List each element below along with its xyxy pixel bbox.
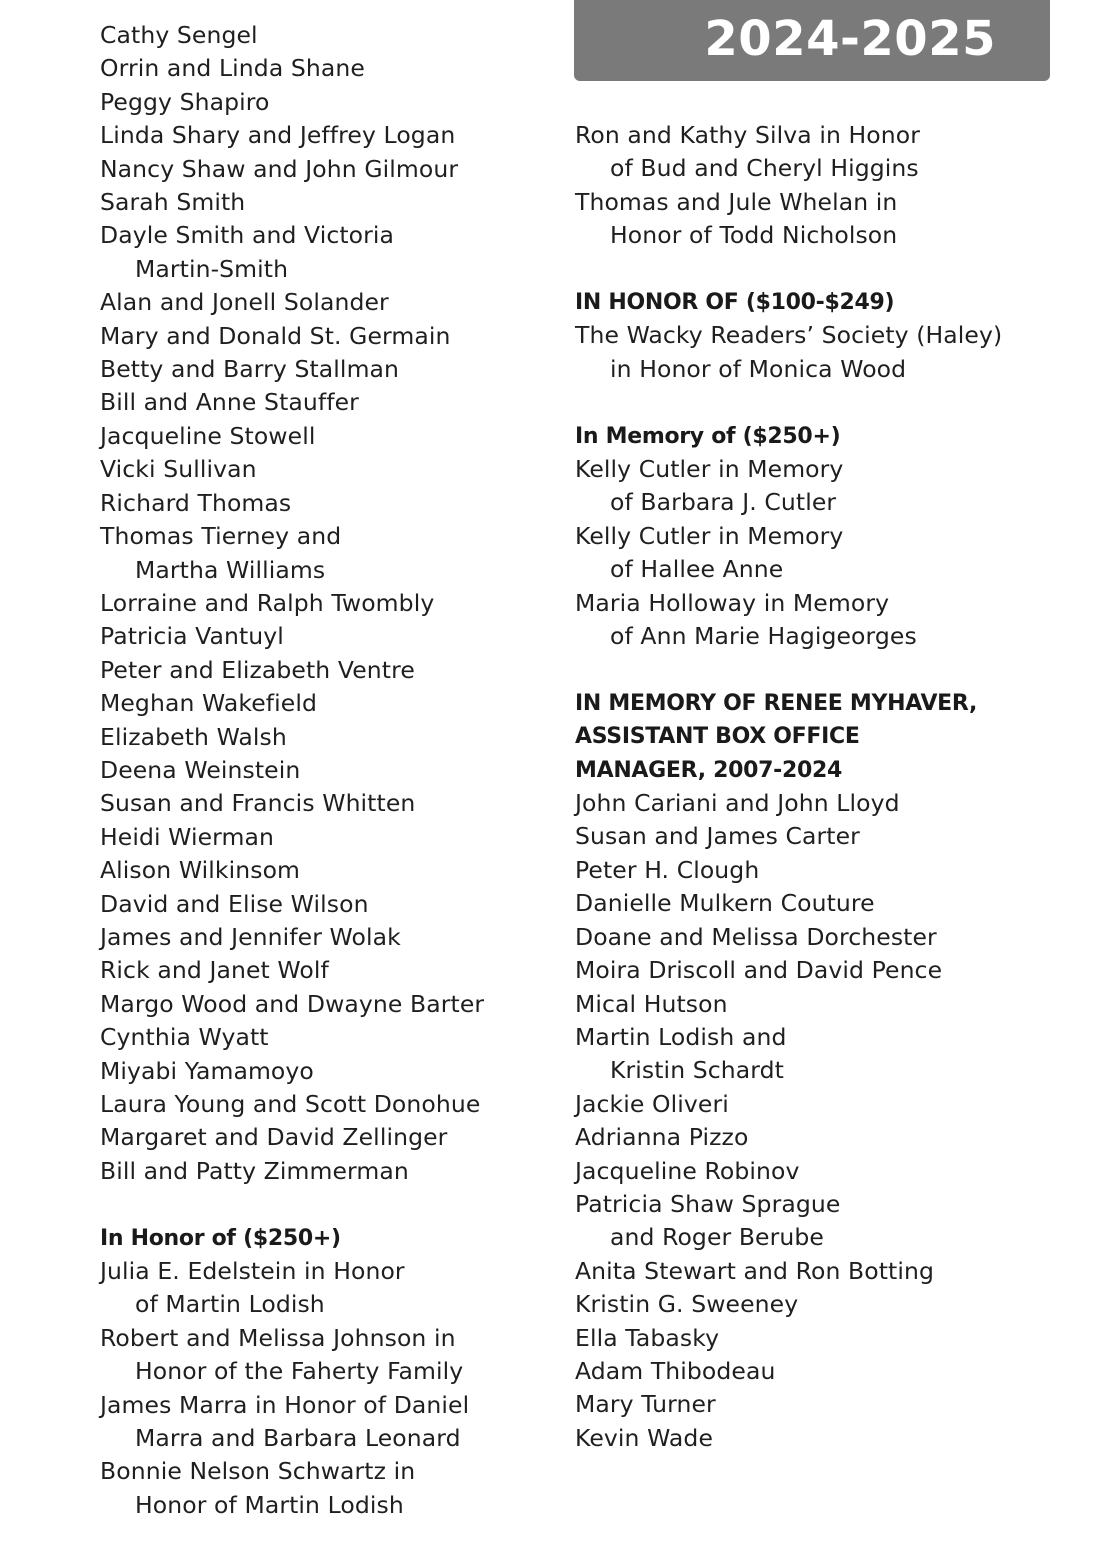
donor-name: Elizabeth Walsh	[100, 722, 287, 751]
donor-name: Betty and Barry Stallman	[100, 355, 400, 384]
donor-name: Bill and Patty Zimmerman	[100, 1156, 409, 1185]
donor-name: James Marra in Honor of Daniel	[100, 1390, 470, 1419]
donor-entry	[100, 721, 560, 754]
donor-entry	[100, 1389, 560, 1456]
donor-name: Dayle Smith and Victoria	[100, 221, 395, 250]
memory-250-list	[575, 453, 1075, 653]
donor-name: Maria Holloway in Memory	[575, 588, 890, 617]
donor-name-continued: of Hallee Anne	[610, 555, 784, 584]
donor-name: Cathy Sengel	[100, 21, 258, 49]
donor-entry	[100, 921, 560, 954]
donor-name: Peter H. Clough	[575, 855, 760, 884]
donor-entry	[100, 119, 560, 152]
donor-name: Moira Driscoll and David Pence	[575, 956, 943, 985]
donor-name: Richard Thomas	[100, 488, 292, 517]
donor-entry	[575, 820, 1075, 853]
donor-entry	[100, 620, 560, 653]
donor-entry	[100, 186, 560, 219]
donor-name: Jacqueline Robinov	[575, 1156, 800, 1185]
donor-entry	[575, 954, 1075, 987]
donor-name: John Cariani and John Lloyd	[575, 789, 900, 818]
donor-name: Martin Lodish and	[575, 1022, 787, 1051]
donor-name: Thomas and Jule Whelan in	[575, 187, 898, 216]
donor-entry	[100, 52, 560, 85]
donor-name-continued: of Bud and Cheryl Higgins	[610, 154, 919, 183]
donor-name: Mary and Donald St. Germain	[100, 321, 451, 350]
donor-entry	[575, 319, 1075, 386]
donor-name: Bill and Anne Stauffer	[100, 388, 359, 417]
donor-entry	[575, 921, 1075, 954]
donor-name: Doane and Melissa Dorchester	[575, 922, 937, 951]
donor-entry	[100, 754, 560, 787]
donor-name: Mary Turner	[575, 1390, 716, 1419]
section-heading-memory-renee-line-1: IN MEMORY OF RENEE MYHAVER,	[575, 690, 978, 716]
donor-entry	[100, 787, 560, 820]
donor-entry	[100, 520, 560, 587]
donor-list	[100, 19, 560, 1188]
donor-name: Bonnie Nelson Schwartz in	[100, 1457, 416, 1486]
donor-entry	[100, 1021, 560, 1054]
donor-name: Alison Wilkinsom	[100, 856, 301, 885]
donor-name: The Wacky Readers’ Society (Haley)	[575, 321, 1003, 350]
honor-100-list	[575, 319, 1075, 386]
donor-entry	[575, 887, 1075, 920]
donor-entry	[100, 1455, 560, 1522]
donor-name: Meghan Wakefield	[100, 689, 317, 718]
right-column	[575, 19, 1075, 1455]
donor-name: Peter and Elizabeth Ventre	[100, 655, 415, 684]
donor-entry	[100, 420, 560, 453]
donor-name: Ella Tabasky	[575, 1323, 720, 1352]
donor-entry	[100, 854, 560, 887]
donor-name: Adam Thibodeau	[575, 1356, 776, 1385]
donor-name: Kelly Cutler in Memory	[575, 521, 844, 550]
continued-honor-list	[575, 119, 1075, 253]
donor-entry	[100, 286, 560, 319]
donor-entry	[575, 1388, 1075, 1421]
donor-entry	[575, 988, 1075, 1021]
donor-entry	[575, 186, 1075, 253]
donor-name: Jackie Oliveri	[575, 1089, 729, 1118]
donor-name: Miyabi Yamamoyo	[100, 1056, 314, 1085]
donor-name: Thomas Tierney and	[100, 522, 342, 551]
donor-name: Jacqueline Stowell	[100, 421, 316, 450]
section-heading-honor-250: In Honor of ($250+)	[100, 1225, 341, 1251]
donor-entry	[100, 86, 560, 119]
donor-name: Patricia Vantuyl	[100, 622, 284, 651]
donor-entry	[100, 1255, 560, 1322]
donor-entry	[575, 1422, 1075, 1455]
donor-entry	[100, 988, 560, 1021]
donor-entry	[100, 153, 560, 186]
section-heading-memory-250: In Memory of ($250+)	[575, 423, 841, 449]
donor-name: Kelly Cutler in Memory	[575, 455, 844, 484]
donor-name: Heidi Wierman	[100, 822, 275, 851]
donor-entry	[575, 854, 1075, 887]
donor-name: Laura Young and Scott Donohue	[100, 1090, 481, 1118]
donor-entry	[100, 1155, 560, 1188]
donor-entry	[100, 219, 560, 286]
donor-entry	[575, 787, 1075, 820]
donor-entry	[100, 386, 560, 419]
donor-name: James and Jennifer Wolak	[100, 922, 401, 951]
donor-entry	[100, 453, 560, 486]
donor-name: Alan and Jonell Solander	[100, 288, 389, 317]
donor-entry	[575, 1021, 1075, 1088]
donor-entry	[100, 821, 560, 854]
donor-entry	[575, 520, 1075, 587]
year-title: 2024-2025	[704, 11, 996, 67]
donor-entry	[100, 1055, 560, 1088]
donor-name-continued: Kristin Schardt	[610, 1056, 784, 1085]
donor-name: Kristin G. Sweeney	[575, 1290, 799, 1319]
donor-name-continued: Honor of the Faherty Family	[135, 1357, 464, 1386]
donor-entry	[575, 453, 1075, 520]
donor-name: Rick and Janet Wolf	[100, 956, 329, 985]
donor-name-continued: of Ann Marie Hagigeorges	[610, 622, 917, 651]
section-heading-memory-renee-line-2: ASSISTANT BOX OFFICE	[575, 724, 860, 750]
donor-name: Sarah Smith	[100, 188, 246, 217]
donor-name: Adrianna Pizzo	[575, 1123, 749, 1152]
donor-entry	[100, 888, 560, 921]
donor-name: Kevin Wade	[575, 1423, 714, 1452]
donor-name-continued: Martha Williams	[135, 555, 326, 584]
donor-name: Margaret and David Zellinger	[100, 1123, 448, 1152]
donor-entry	[100, 320, 560, 353]
donor-name-continued: of Martin Lodish	[135, 1290, 325, 1319]
donor-entry	[100, 487, 560, 520]
donor-entry	[100, 954, 560, 987]
donor-name: Danielle Mulkern Couture	[575, 889, 875, 918]
donor-name-continued: of Barbara J. Cutler	[610, 488, 837, 517]
donor-entry	[100, 1121, 560, 1154]
donor-entry	[100, 19, 560, 52]
donor-name-continued: Honor of Martin Lodish	[135, 1490, 404, 1519]
donor-entry	[575, 1121, 1075, 1154]
donor-name: David and Elise Wilson	[100, 889, 369, 918]
donor-name-continued: Marra and Barbara Leonard	[135, 1424, 461, 1453]
donor-name: Cynthia Wyatt	[100, 1023, 269, 1052]
donor-name-continued: and Roger Berube	[610, 1223, 824, 1252]
donor-entry	[575, 1322, 1075, 1355]
left-column	[100, 19, 560, 1522]
section-heading-memory-renee-line-3: MANAGER, 2007-2024	[575, 757, 843, 783]
donor-name: Vicki Sullivan	[100, 455, 257, 484]
donor-entry	[575, 1255, 1075, 1288]
donor-entry	[575, 587, 1075, 654]
donor-name: Orrin and Linda Shane	[100, 54, 365, 83]
donor-name: Anita Stewart and Ron Botting	[575, 1256, 935, 1285]
donor-name: Lorraine and Ralph Twombly	[100, 588, 435, 617]
donor-name: Robert and Melissa Johnson in	[100, 1323, 456, 1352]
donor-entry	[575, 1155, 1075, 1188]
donor-entry	[575, 1188, 1075, 1255]
donor-entry	[100, 353, 560, 386]
donor-name: Margo Wood and Dwayne Barter	[100, 989, 485, 1018]
donor-name: Susan and James Carter	[575, 822, 860, 851]
donor-name: Nancy Shaw and John Gilmour	[100, 154, 459, 183]
honor-250-list	[100, 1255, 560, 1522]
donor-entry	[100, 687, 560, 720]
donor-name: Patricia Shaw Sprague	[575, 1189, 841, 1218]
donor-name: Susan and Francis Whitten	[100, 789, 416, 818]
donor-name: Julia E. Edelstein in Honor	[100, 1257, 405, 1286]
section-heading-honor-100: IN HONOR OF ($100-$249)	[575, 290, 895, 316]
donor-entry	[575, 1355, 1075, 1388]
donor-entry	[100, 587, 560, 620]
donor-name: Linda Shary and Jeffrey Logan	[100, 121, 456, 150]
donor-name: Peggy Shapiro	[100, 87, 270, 116]
donor-name: Mical Hutson	[575, 989, 728, 1018]
donor-name-continued: Honor of Todd Nicholson	[610, 221, 898, 250]
donor-entry	[100, 1088, 560, 1121]
donor-name-continued: in Honor of Monica Wood	[610, 354, 907, 383]
donor-name: Ron and Kathy Silva in Honor	[575, 121, 921, 149]
donor-entry	[100, 1322, 560, 1389]
donor-name: Deena Weinstein	[100, 755, 301, 784]
donor-entry	[100, 654, 560, 687]
donor-entry	[575, 1088, 1075, 1121]
donor-entry	[575, 1288, 1075, 1321]
memory-renee-list	[575, 787, 1075, 1455]
donor-name-continued: Martin-Smith	[135, 254, 289, 283]
donor-entry	[575, 119, 1075, 186]
